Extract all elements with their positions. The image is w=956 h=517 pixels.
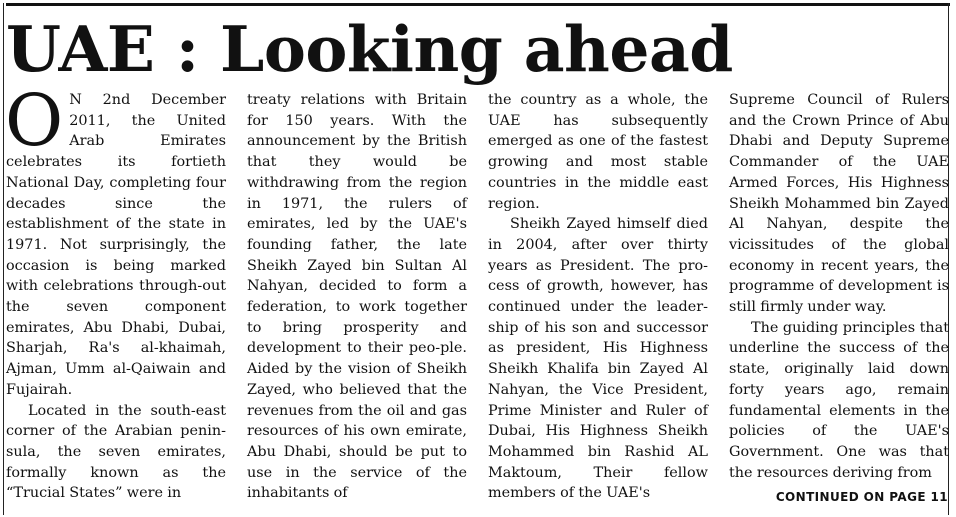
column-2 [247,90,467,504]
paragraph [5,79,226,401]
headline: UAE : Looking ahead [6,12,733,86]
drop-cap: O [5,79,64,162]
paragraph: Located in the south-east corner of the Arabian penin-sula, the seven emirates, formally known as the “Trucial States” were in [6,402,226,502]
column-3 [488,90,708,504]
paragraph: The guiding principles that underline the success of the state, originally laid down forty years ago, remain fundamental elements in the policies of the UAE's Government. One was that the resources deriving from [729,319,949,481]
paragraph: Supreme Council of Rulers and the Crown Prince of Abu Dhabi and Deputy Supreme Commander of the UAE Armed Forces, His Highness Sheikh Mohammed bin Zayed Al Nahyan, despite the vicissitudes of the global economy in recent years, the programme of development is still firmly under way. [729,92,949,316]
paragraph-text: N 2nd December 2011, the United Arab Emirates celebrates its fortieth National Day, completing four decades since the establishment of the state in 1971. Not surprisingly, the occasion is being marked with celebrations through-out the seven component emirates, Abu Dhabi, Dubai, Sharjah, Ra's al-khaimah, Ajman, Umm al-Qaiwain and Fujairah. [6,92,226,398]
continued-on-page-link[interactable]: CONTINUED ON PAGE 11 [775,490,948,504]
paragraph: Sheikh Zayed himself died in 2004, after over thirty years as President. The pro-cess of growth, however, has continued under the leader-ship of his son and successor as president, His Highness Sheikh Khalifa bin Zayed Al Nahyan, the Vice President, Prime Minister and Ruler of Dubai, His Highness Sheikh Mohammed bin Rashid AL Maktoum, Their fellow members of the UAE's [488,216,708,502]
column-4 [729,90,949,483]
paragraph: treaty relations with Britain for 150 years. With the announcement by the British that they would be withdrawing from the region in 1971, the rulers of emirates, led by the UAE's founding father, the late Sheikh Zayed bin Sultan Al Nahyan, decided to form a federation, to work together to bring prosperity and development to their peo-ple. Aided by the vision of Sheikh Zayed, who believed that the revenues from the oil and gas resources of his own emirate, Abu Dhabi, should be put to use in the service of the inhabitants of [247,92,467,502]
paragraph: the country as a whole, the UAE has subsequently emerged as one of the fastest growing and most stable countries in the middle east region. [488,92,708,212]
column-1 [5,79,226,504]
